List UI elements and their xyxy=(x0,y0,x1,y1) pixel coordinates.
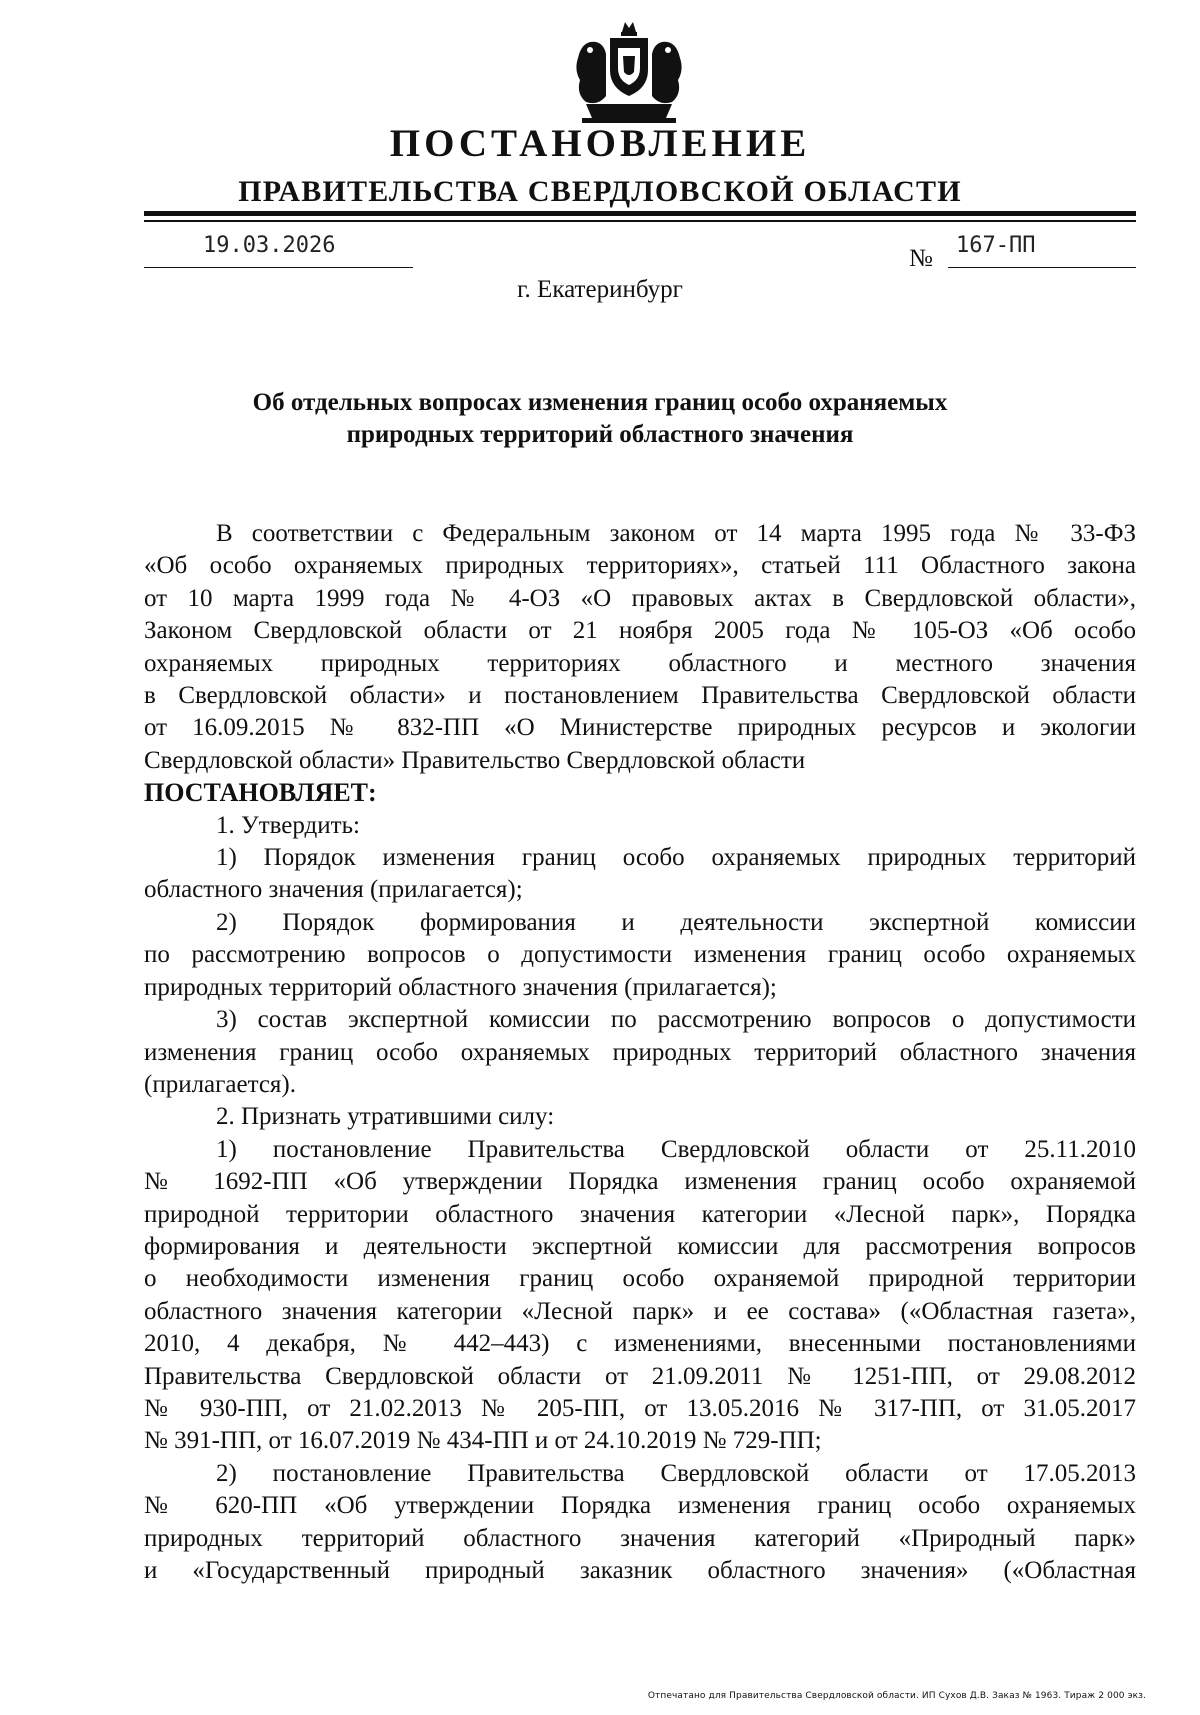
body-line: 1) Порядок изменения границ особо охраняемых природных территорий xyxy=(216,844,1136,872)
city: г. Екатеринбург xyxy=(517,276,683,303)
body-line: о необходимости изменения границ особо охраняемой природной территории xyxy=(144,1265,1136,1293)
document-date: 19.03.2026 xyxy=(203,233,336,258)
body-line: от 10 марта 1999 года № 4-ОЗ «О правовых актах в Свердловской области», xyxy=(144,584,1136,612)
body-line: по рассмотрению вопросов о допустимости изменения границ особо охраняемых xyxy=(144,941,1136,969)
header-rule-thick xyxy=(144,211,1136,216)
date-underline xyxy=(144,267,413,268)
body-line: 3) состав экспертной комиссии по рассмотрению вопросов о допустимости xyxy=(216,1006,1136,1034)
body-line: 2010, 4 декабря, № 442–443) с изменениями, внесенными постановлениями xyxy=(144,1330,1136,1358)
body-line: природных территорий областного значения (прилагается); xyxy=(144,973,777,1001)
body-line: и «Государственный природный заказник областного значения» («Областная xyxy=(144,1557,1136,1584)
resolves-heading: ПОСТАНОВЛЯЕТ: xyxy=(144,778,377,808)
body-line: природной территории областного значения категории «Лесной парк», Порядка xyxy=(144,1200,1136,1228)
document-body xyxy=(144,518,1136,1587)
body-line: изменения границ особо охраняемых природных территорий областного значения xyxy=(144,1038,1136,1066)
number-underline xyxy=(948,267,1136,268)
body-line: № 1692-ПП «Об утверждении Порядка изменения границ особо охраняемой xyxy=(144,1168,1136,1196)
body-line: областного значения категории «Лесной парк» и ее состава» («Областная газета», xyxy=(144,1297,1136,1325)
body-line: Свердловской области» Правительство Свердловской области xyxy=(144,746,806,774)
body-line: охраняемых природных территориях областного и местного значения xyxy=(144,649,1136,677)
body-line: 2. Признать утратившими силу: xyxy=(216,1103,555,1131)
number-sign: № xyxy=(909,245,933,272)
body-line: от 16.09.2015 № 832-ПП «О Министерстве природных ресурсов и экологии xyxy=(144,714,1136,742)
issuing-authority: ПРАВИТЕЛЬСТВА СВЕРДЛОВСКОЙ ОБЛАСТИ xyxy=(238,175,962,208)
body-line: В соответствии с Федеральным законом от 14 марта 1995 года № 33-ФЗ xyxy=(216,520,1136,547)
body-line: Правительства Свердловской области от 21.09.2011 № 1251-ПП, от 29.08.2012 xyxy=(144,1362,1136,1390)
document-number: 167-ПП xyxy=(956,233,1036,258)
body-line: № 391-ПП, от 16.07.2019 № 434-ПП и от 24.10.2019 № 729-ПП; xyxy=(144,1427,822,1455)
body-line: (прилагается). xyxy=(144,1070,297,1098)
body-line: формирования и деятельности экспертной комиссии для рассмотрения вопросов xyxy=(144,1232,1136,1260)
coat-of-arms-icon xyxy=(572,18,686,124)
document-title-line: природных территорий областного значения xyxy=(346,421,854,448)
body-line: 1) постановление Правительства Свердловской области от 25.11.2010 xyxy=(216,1135,1136,1163)
body-line: 1. Утвердить: xyxy=(216,811,360,839)
document-title-line: Об отдельных вопросах изменения границ особо охраняемых xyxy=(252,389,948,416)
body-line: Законом Свердловской области от 21 ноября 2005 года № 105-ОЗ «Об особо xyxy=(144,617,1136,645)
document-title xyxy=(0,387,1200,451)
body-line: № 930-ПП, от 21.02.2013 № 205-ПП, от 13.05.2016 № 317-ПП, от 31.05.2017 xyxy=(144,1394,1136,1422)
body-line: 2) Порядок формирования и деятельности экспертной комиссии xyxy=(216,908,1136,936)
document-type: ПОСТАНОВЛЕНИЕ xyxy=(389,122,811,165)
body-line: в Свердловской области» и постановлением Правительства Свердловской области xyxy=(144,682,1136,710)
header-rule-thin xyxy=(144,220,1136,222)
body-line: № 620-ПП «Об утверждении Порядка изменения границ особо охраняемых xyxy=(144,1492,1136,1520)
body-line: областного значения (прилагается); xyxy=(144,876,523,904)
body-line: «Об особо охраняемых природных территориях», статьей 111 Областного закона xyxy=(144,552,1136,580)
print-imprint: Отпечатано для Правительства Свердловской области. ИП Сухов Д.В. Заказ № 1963. Тираж 2 000 экз. xyxy=(647,1691,1146,1701)
body-line: 2) постановление Правительства Свердловской области от 17.05.2013 xyxy=(216,1459,1136,1487)
body-line: природных территорий областного значения категорий «Природный парк» xyxy=(144,1524,1136,1552)
